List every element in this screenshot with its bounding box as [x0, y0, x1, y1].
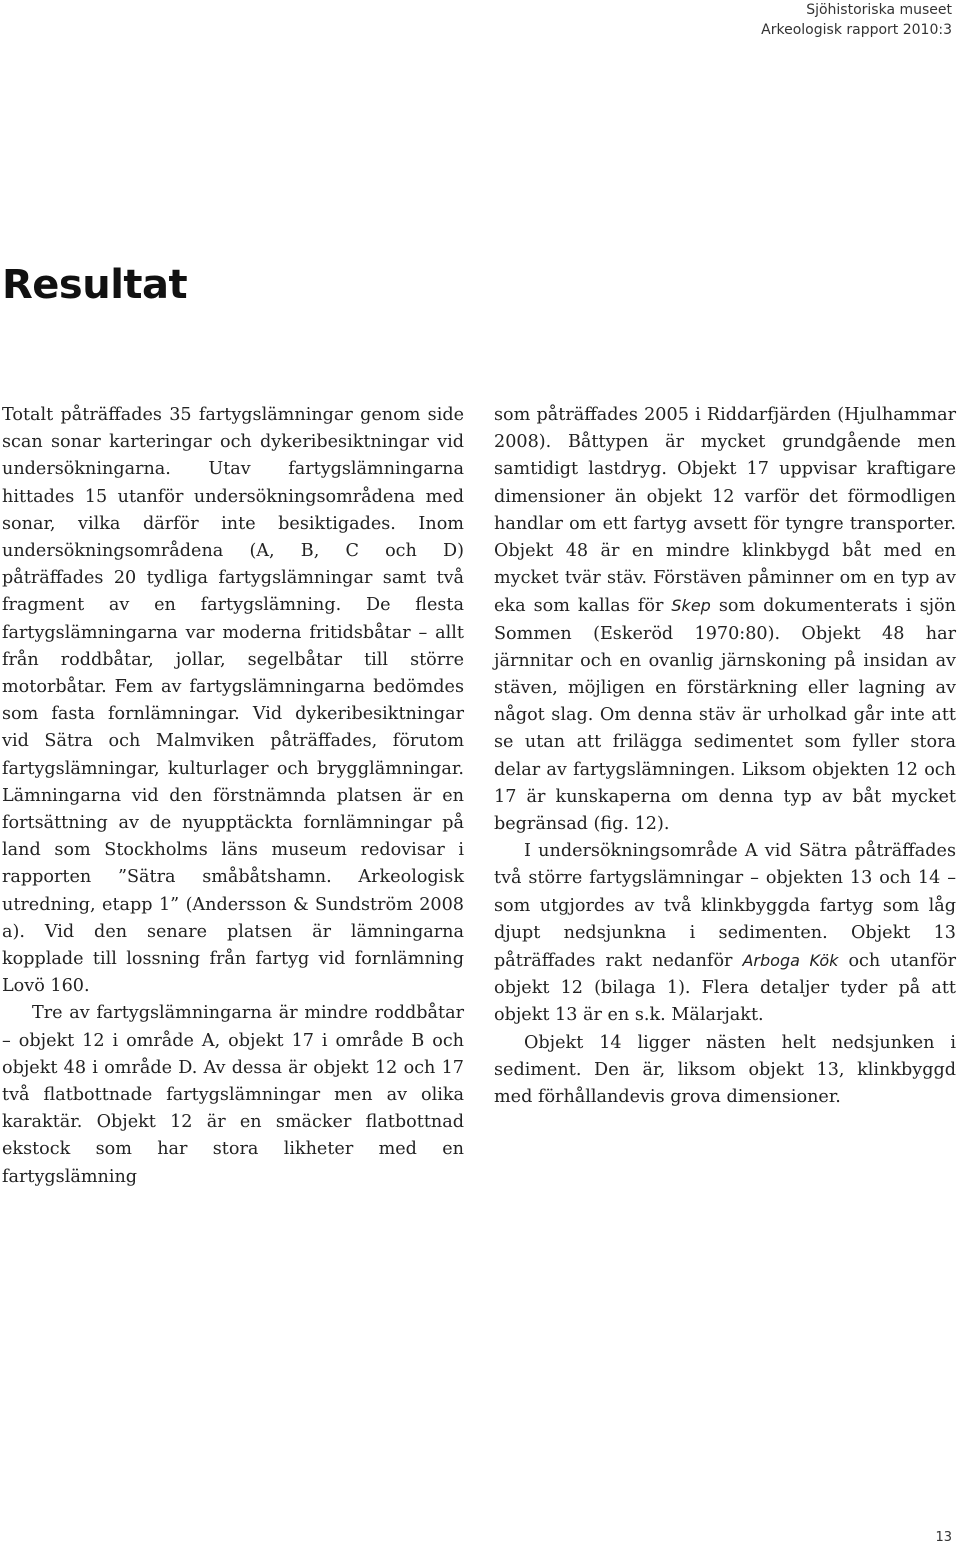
right-paragraph-2-part-b: och utanför objekt 12 (bilaga 1). Flera detaljer tyder på att objekt 13 är en s.k. Mälarjakt.	[494, 951, 956, 1026]
right-paragraph-1	[494, 402, 956, 838]
right-column	[494, 402, 956, 1111]
term-arboga-kok: Arboga Kök	[742, 951, 839, 971]
right-paragraph-2	[494, 838, 956, 1029]
right-paragraph-2-part-a: I undersökningsområde A vid Sätra påträffades två större fartygslämningar – objekten 13 och 14 – som utgjordes av två klinkbyggda fartyg som låg djupt nedsjunkna i sedimenten. Objekt 13 påträffades rakt nedanför	[494, 841, 956, 972]
page-number: 13	[935, 1530, 952, 1545]
left-paragraph-1: Totalt påträffades 35 fartygslämningar genom side scan sonar karteringar och dykeribesiktningar vid undersökningarna. Utav fartygslämningarna hittades 15 utanför undersökningsområdena med sonar, vilka därför inte besiktigades. Inom undersökningsområdena (A, B, C och D) påträffades 20 tydliga fartygslämningar samt två fragment av en fartygslämning. De flesta fartygslämningarna var moderna fritidsbåtar – allt från roddbåtar, jollar, segelbåtar till större motorbåtar. Fem av fartygslämningarna bedömdes som fasta fornlämningar. Vid dykeribesiktningar vid Sätra och Malmviken påträffades, förutom fartygslämningar, kulturlager och brygglämningar. Lämningarna vid den förstnämnda platsen är en fortsättning av de nyupptäckta fornlämningar på land som Stockholms läns museum redovisar i rapporten ”Sätra småbåtshamn. Arkeologisk utredning, etapp 1” (Andersson & Sundström 2008 a). Vid den senare platsen är lämningarna kopplade till lossning från fartyg vid fornlämning Lovö 160.	[2, 405, 464, 997]
term-skep: Skep	[671, 596, 711, 616]
report-id: Arkeologisk rapport 2010:3	[761, 22, 952, 38]
right-paragraph-1-part-a: som påträffades 2005 i Riddarfjärden (Hjulhammar 2008). Båttypen är mycket grundgående men samtidigt lastdryg. Objekt 17 uppvisar kraftigare dimensioner än objekt 12 varför det förmodligen handlar om ett fartyg avsett för tyngre transporter. Objekt 48 är en mindre klinkbygd båt med en mycket tvär stäv. Förstäven påminner om en typ av eka som kallas för	[494, 405, 956, 617]
page-header	[761, 0, 952, 40]
publisher-name: Sjöhistoriska museet	[806, 2, 952, 18]
left-paragraph-2: Tre av fartygslämningarna är mindre roddbåtar – objekt 12 i område A, objekt 17 i område B och objekt 48 i område D. Av dessa är objekt 12 och 17 två flatbottnade fartygslämningar men av olika karaktär. Objekt 12 är en smäcker flatbottnad ekstock som har stora likheter med en fartygslämning	[2, 1003, 464, 1187]
right-paragraph-1-part-b: som dokumenterats i sjön Sommen (Eskeröd 1970:80). Objekt 48 har järnnitar och en ovanlig järnskoning på insidan av stäven, möjligen en förstärkning eller lagning av något slag. Om denna stäv är urholkad går inte att se utan att frilägga sedimentet som fyller stora delar av fartygslämningen. Liksom objekten 12 och 17 är kunskaperna om denna typ av båt mycket begränsad (fig. 12).	[494, 596, 956, 835]
left-column	[2, 402, 464, 1191]
section-heading: Resultat	[2, 262, 188, 308]
right-paragraph-3: Objekt 14 ligger nästen helt nedsjunken i sediment. Den är, liksom objekt 13, klinkbyggd med förhållandevis grova dimensioner.	[494, 1032, 956, 1108]
